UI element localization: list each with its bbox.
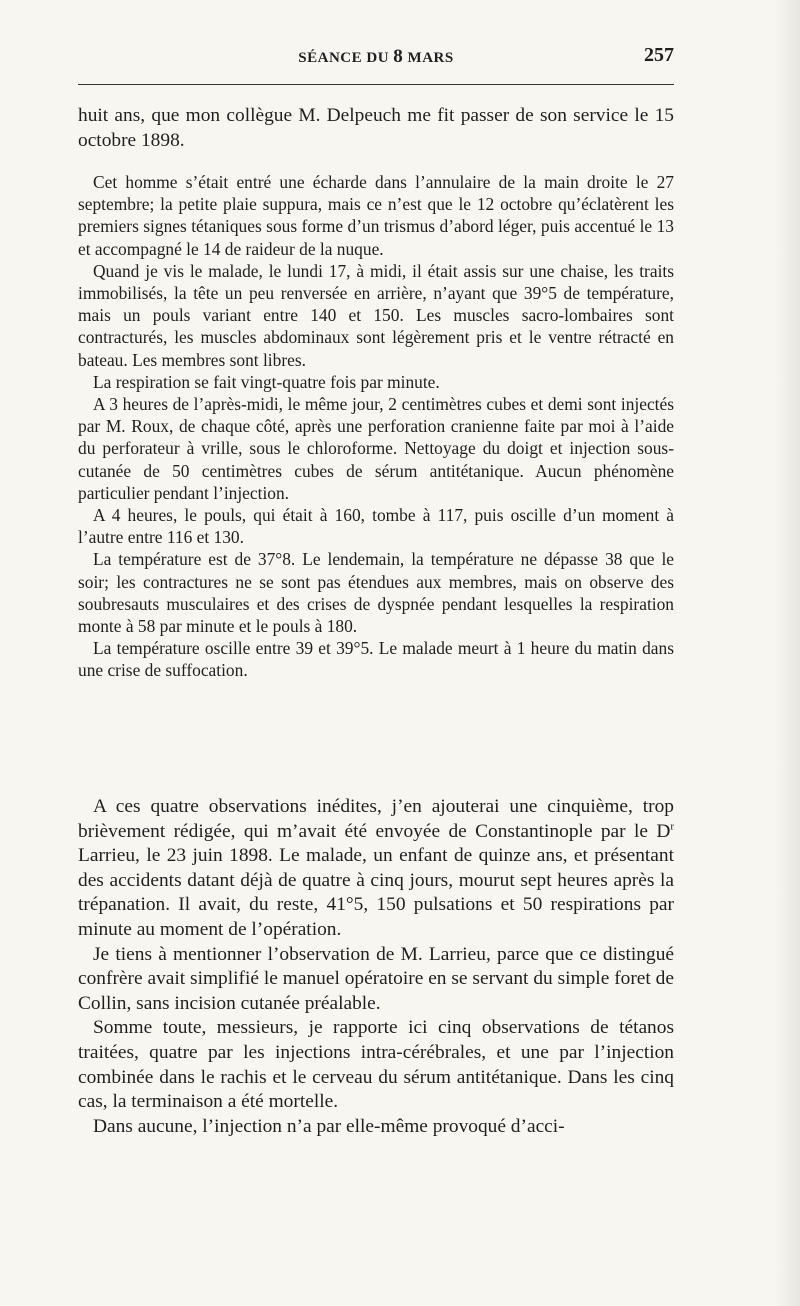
page-number: 257 [644,44,674,66]
discussion-paragraph: Je tiens à mentionner l’observation de M. Larrieu, parce que ce distingué confrère avait simplifié le manuel opératoire en se servant du simple foret de Collin, sans incision cutanée préalable. [78,943,674,1014]
observation-paragraph: A 4 heures, le pouls, qui était à 160, tombe à 117, puis oscille d’un moment à l’autre entre 116 et 130. [78,505,674,548]
observation-paragraph: La température oscille entre 39 et 39°5. Le malade meurt à 1 heure du matin dans une crise de suffocation. [78,638,674,681]
discussion-paragraph: Somme toute, messieurs, je rapporte ici cinq observations de tétanos traitées, quatre par les injections intra-cérébrales, et une par l’injection combinée dans le rachis et le cerveau du sérum antitétanique. Dans les cinq cas, la terminaison a été mortelle. [78,1017,674,1113]
discussion-text-run: A ces quatre observations inédites, j’en ajouterai une cinquième, trop brièvement rédigée, qui m’avait été envoyée de Constantinople par le D [78,796,674,842]
header-title [78,46,674,68]
running-header [78,44,674,74]
discussion-text [78,795,674,1139]
page-edge-shadow [776,0,800,1306]
header-title-number: 8 [393,46,404,67]
observation-paragraph: Quand je vis le malade, le lundi 17, à midi, il était assis sur une chaise, les traits immobilisés, la tête un peu renversée en arrière, n’ayant que 39°5 de température, mais un pouls variant entre 140 et 150. Les muscles sacro-lombaires sont contracturés, les muscles abdominaux sont légèrement pris et le ventre rétracté en bateau. Les membres sont libres. [78,260,674,370]
observation-paragraph: Cet homme s’était entré une écharde dans l’annulaire de la main droite le 27 septembre; la petite plaie suppura, mais ce n’est que le 12 octobre qu’éclatèrent les premiers signes tétaniques sous forme d’un trismus d’abord léger, puis accentué le 13 et accompagné le 14 de raideur de la nuque. [78,172,674,259]
doctor-superscript: r [670,820,674,833]
discussion-paragraph: Dans aucune, l’injection n’a par elle-même provoqué d’acci- [93,1115,565,1137]
header-title-suffix: MARS [407,50,454,66]
discussion-text-run: Larrieu, le 23 juin 1898. Le malade, un enfant de quinze ans, et présentant des accidents datant déjà de quatre à cinq jours, mourut sept heures après la trépanation. Il avait, du reste, 41°5, 150 pulsations et 50 respirations par minute au moment de l’opération. [78,845,674,940]
observation-paragraph: A 3 heures de l’après-midi, le même jour, 2 centimètres cubes et demi sont injectés par M. Roux, de chaque côté, après une perforation cranienne faite par moi à l’aide du perforateur à vrille, sous le chloroforme. Nettoyage du doigt et injection sous-cutanée de 50 centimètres cubes de sérum antitétanique. Aucun phénomène particulier pendant l’injection. [78,394,674,503]
header-rule [78,84,674,85]
intro-paragraph: huit ans, que mon collègue M. Delpeuch me fit passer de son service le 15 octobre 1898. [78,105,674,151]
observation-text [78,171,674,682]
discussion-paragraph [78,795,674,943]
observation-paragraph: La température est de 37°8. Le lendemain, la température ne dépasse 38 que le soir; les contractures ne se sont pas étendues aux membres, mais on observe des soubresauts musculaires et des crises de dyspnée pendant lesquelles la respiration monte à 58 par minute et le pouls à 180. [78,549,674,637]
header-title-prefix: SÉANCE DU [298,50,390,66]
observation-paragraph: La respiration se fait vingt-quatre fois par minute. [93,371,440,392]
